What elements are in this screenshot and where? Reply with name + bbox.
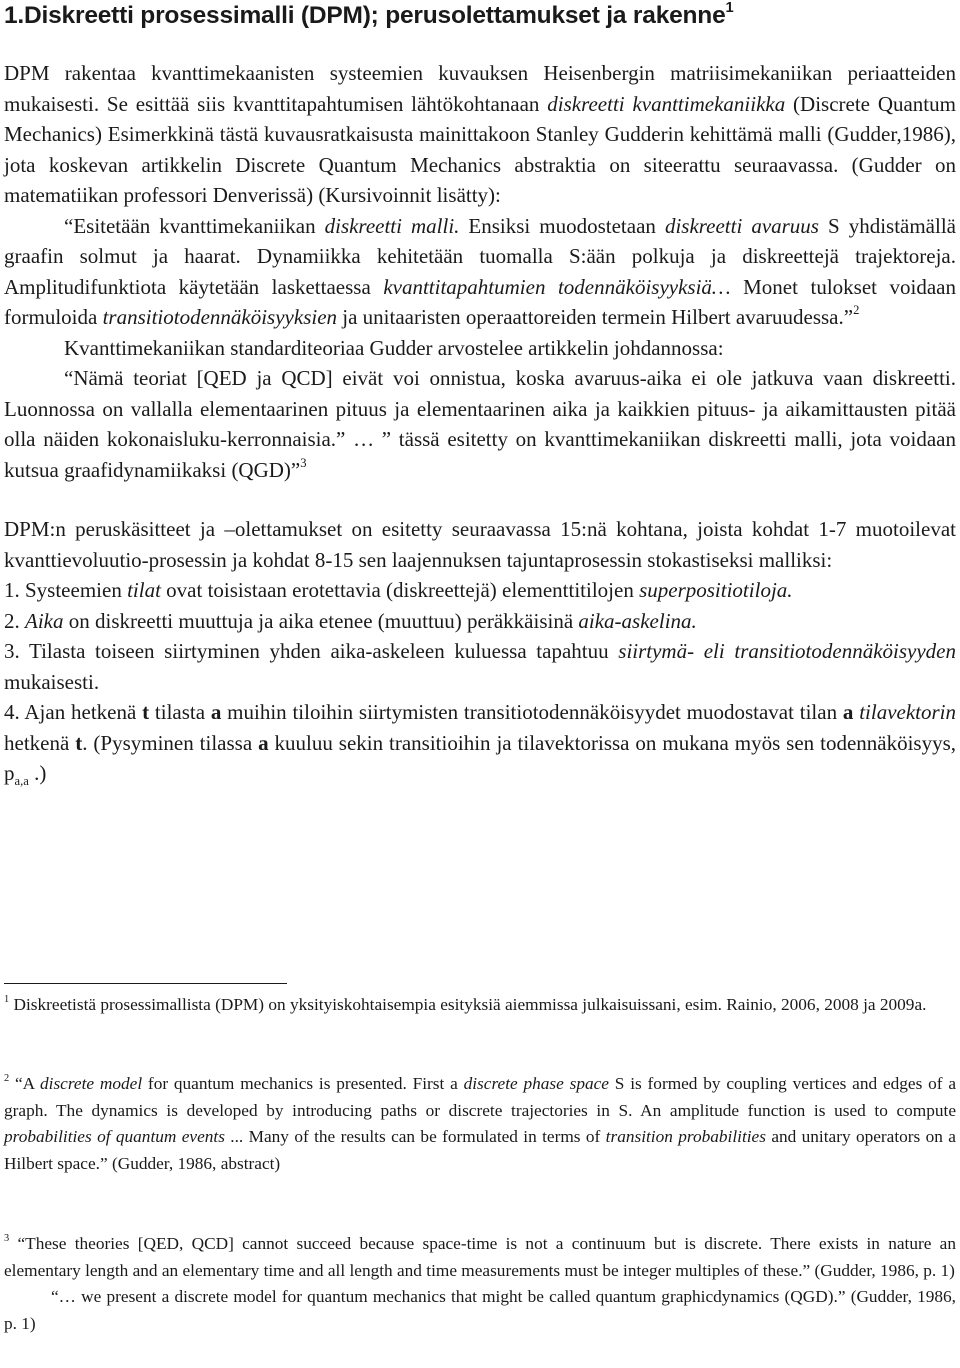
footnote-1 <box>4 992 956 1019</box>
footnote-text: and unitary operators on a Hilbert space.” (Gudder, 1986, abstract) <box>4 1127 956 1173</box>
footnote-2 <box>4 1071 956 1177</box>
item-bold: t <box>142 700 150 724</box>
item-bold: a <box>210 700 222 724</box>
item-text: . (Pysyminen tilassa <box>82 730 259 755</box>
list-item <box>4 606 956 637</box>
quote-text: ja unitaaristen operaattoreiden termein Hilbert avaruudessa.” <box>337 305 854 329</box>
footnote-number: 2 <box>4 1072 10 1084</box>
paragraph-gap <box>4 485 956 514</box>
item-text: 3. Tilasta toiseen siirtyminen yhden aika-askeleen kuluessa tapahtuu <box>4 639 619 663</box>
item-emphasis: tilat <box>127 578 161 602</box>
critique-intro: Kvanttimekaniikan standarditeoriaa Gudder arvostelee artikkelin johdannossa: <box>64 335 724 360</box>
section-heading <box>4 2 733 30</box>
quote-emphasis: transitiotodennäköisyyksien <box>102 305 338 329</box>
footnote-separator <box>4 983 287 984</box>
basics-paragraph: DPM:n peruskäsitteet ja –olettamukset on esitetty seuraavassa 15:nä kohtana, joista kohdat 1-7 muotoilevat kvanttievoluutio-prosessin ja kohdat 8-15 sen laajennuksen tajuntaprosessin stokastiseksi malliksi: <box>4 517 956 572</box>
footnote-text: ... Many of the results can be formulated in terms of <box>224 1127 606 1146</box>
intro-emphasis: diskreetti kvanttimekaniikka <box>547 91 786 116</box>
item-text: 1. Systeemien <box>4 578 128 602</box>
footnote-ref-2[interactable]: 2 <box>853 303 860 318</box>
footnote-ref-1[interactable]: 1 <box>725 0 734 16</box>
footnote-ref-3[interactable]: 3 <box>300 455 307 470</box>
quote-text: Monet tulokset voidaan formuloida <box>4 274 956 329</box>
item-text: .) <box>28 761 47 785</box>
footnote-text: “A <box>9 1074 41 1093</box>
footnote-emphasis: discrete phase space <box>463 1074 609 1093</box>
item-text: muihin tiloihin siirtymisten transitiotodennäköisyydet muodostavat tilan <box>221 700 843 724</box>
footnote-number: 3 <box>4 1232 10 1244</box>
critique-quote-text: “Nämä teoriat [QED ja QCD] eivät voi onnistua, koska avaruus-aika ei ole jatkuva vaan diskreetti. Luonnossa on vallalla elementaarinen pituus ja elementaarinen aika ja kaikkien pituus- ja aikamittausten pitää olla näiden kokonaisluku-kerronnaisia.” … ” tässä esitetty on kvanttimekaniikan diskreetti malli, jota voidaan kutsua graafidynamiikaksi (QGD)” <box>4 366 956 482</box>
intro-text-cont: (Discrete Quantum Mechanics) Esimerkkinä tästä kuvausratkaisusta mainittakoon Stanley Gudderin kehittämä malli (Gudder,1986), jota koskevan artikkelin Discrete Quantum Mechanics abstraktia on siteerattu seuraavassa. (Gudder on matematiikan professori Denverissä) (Kursivoinnit lisätty): <box>4 91 956 207</box>
quote-emphasis: diskreetti avaruus <box>664 213 819 238</box>
footnote-3 <box>4 1231 956 1337</box>
footnote-continuation: “… we present a discrete model for quantum mechanics that might be called quantum graphicdynamics (QGD).” (Gudder, 1986, p. 1) <box>4 1287 956 1333</box>
list-item <box>4 575 956 606</box>
footnote-text: Diskreetistä prosessimallista (DPM) on yksityiskohtaisempia esityksiä aiemmissa julkaisuissani, esim. Rainio, 2006, 2008 ja 2009a. <box>9 995 927 1014</box>
footnote-text: “These theories [QED, QCD] cannot succeed because space-time is not a continuum but is discrete. There exists in nature an elementary length and an elementary time and all length and time measurements must be integer multiples of these.” (Gudder, 1986, p. 1) <box>4 1234 956 1280</box>
item-bold: t <box>75 730 83 755</box>
intro-text: DPM rakentaa kvanttimekaanisten systeemien kuvauksen Heisenbergin matriisimekaniikan periaatteiden mukaisesti. Se esittää siis kvanttitapahtumisen lähtökohtanaan <box>4 61 956 116</box>
item-subscript: a,a <box>14 774 29 789</box>
item-emphasis: superpositiotiloja. <box>639 578 793 602</box>
footnote-text: S is formed by coupling vertices and edges of a graph. The dynamics is developed by introducing paths or discrete trajectories in S. An amplitude function is used to compute <box>4 1074 956 1120</box>
item-bold: a <box>842 700 854 724</box>
item-text: kuuluu sekin transitioihin ja tilavektorissa on mukana myös sen todennäköisyys, p <box>4 730 957 785</box>
item-text: 4. Ajan hetkenä <box>4 700 143 724</box>
footnote-text: for quantum mechanics is presented. First a <box>142 1074 464 1093</box>
list-item <box>4 697 956 789</box>
quote-text: Ensiksi muodostetaan <box>459 213 665 238</box>
quote-emphasis: kvanttitapahtumien todennäköisyyksiä… <box>383 274 731 299</box>
item-emphasis: Aika <box>25 608 64 633</box>
footnote-emphasis: probabilities of quantum events <box>4 1127 225 1146</box>
item-bold: a <box>258 730 269 755</box>
item-text: hetkenä <box>4 730 76 755</box>
footnote-emphasis: discrete model <box>40 1074 143 1093</box>
document-body <box>4 58 956 789</box>
list-item <box>4 636 956 697</box>
heading-text: 1.Diskreetti prosessimalli (DPM); perusolettamukset ja rakenne <box>4 2 726 29</box>
quote-emphasis: diskreetti malli. <box>324 213 460 238</box>
item-text: ovat toisistaan erotettavia (diskreettejä) elementtitilojen <box>160 578 640 602</box>
quote-text: “Esitetään kvanttimekaniikan <box>64 213 325 238</box>
item-text: tilasta <box>149 700 211 724</box>
item-text: on diskreetti muuttuja ja aika etenee (muuttuu) peräkkäisinä <box>63 608 579 633</box>
item-text: mukaisesti. <box>4 669 100 694</box>
item-emphasis: aika-askelina. <box>578 608 697 633</box>
critique-quote <box>4 363 956 485</box>
footnote-emphasis: transition probabilities <box>605 1127 766 1146</box>
abstract-quote <box>4 211 956 333</box>
footnote-number: 1 <box>4 993 10 1005</box>
item-emphasis: tilavektorin <box>859 700 956 724</box>
quote-text: S yhdistämällä graafin solmut ja haarat. Dynamiikka kehitetään tuomalla S:ään polkuja ja diskreettejä trajektoreja. Amplitudifunktiota käytetään laskettaessa <box>4 213 956 299</box>
intro-paragraph <box>4 58 956 211</box>
item-emphasis: siirtymä- eli transitiotodennäköisyyden <box>618 639 956 663</box>
item-text: 2. <box>4 608 25 633</box>
